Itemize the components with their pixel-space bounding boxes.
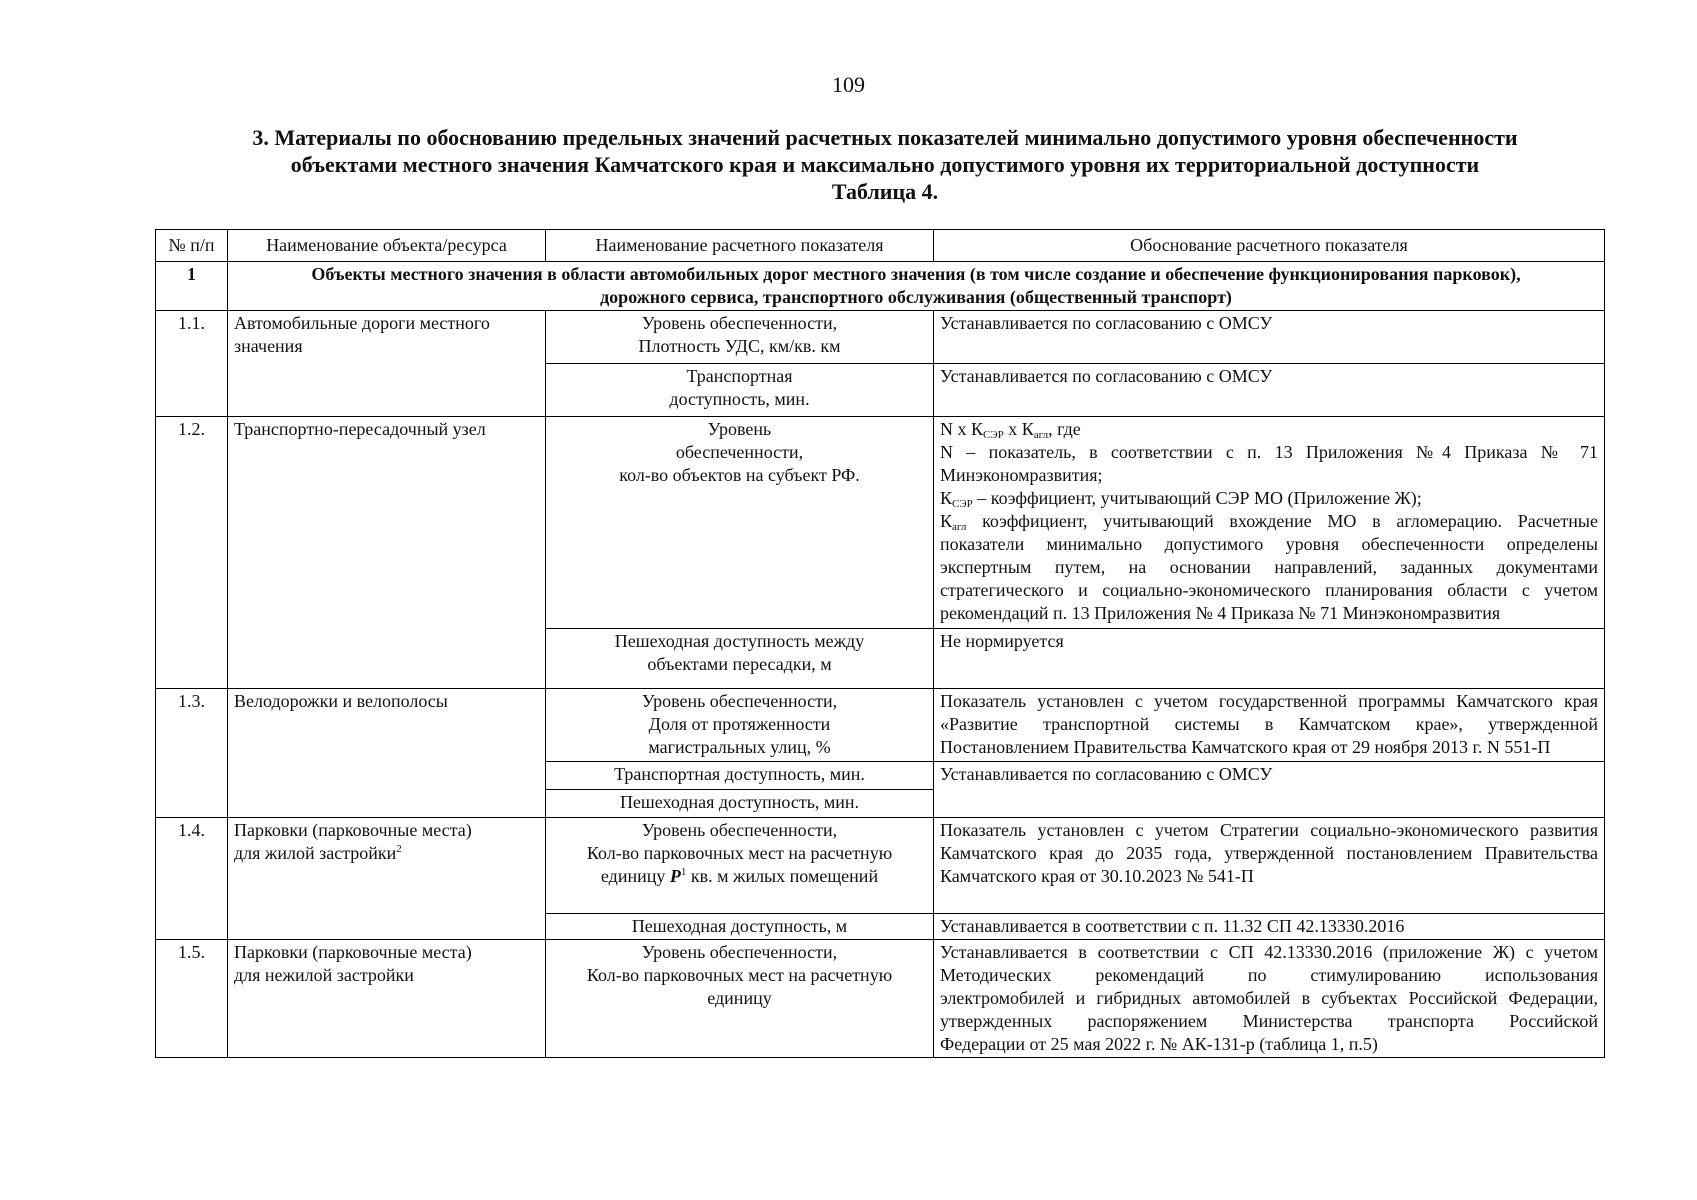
indicators-table [155, 229, 1605, 1058]
heading-line-1: 3. Материалы по обоснованию предельных значений расчетных показателей минимально допустимого уровня обеспеченности [252, 125, 1518, 150]
object-line: Парковки (парковочные места) [234, 820, 472, 840]
row-num: 1.3. [156, 689, 228, 818]
justification-line [940, 487, 1598, 510]
row-num: 1.5. [156, 940, 228, 1058]
justification-line: Методических рекомендаций по стимулированию использования [940, 965, 1598, 985]
k-sub-agl: агл [952, 521, 967, 533]
indicator-line: Уровень обеспеченности, [641, 942, 838, 962]
page-number: 109 [832, 72, 865, 97]
justification-line: Камчатского края от 30.10.2023 № 541-П [940, 866, 1254, 886]
object-cell [228, 940, 546, 1058]
section-title-line-2: дорожного сервиса, транспортного обслуживания (общественный транспорт) [600, 287, 1232, 307]
p-symbol: P [669, 866, 681, 886]
justification-line: Постановлением Правительства Камчатского края от 29 ноября 2013 г. N 551-П [940, 737, 1551, 757]
justification-line: экспертным путем, на основании направлений, заданных документами [940, 557, 1598, 577]
justification-line: Минэкономразвития; [940, 465, 1103, 485]
justification-cell: Не нормируется [934, 629, 1605, 689]
indicator-cell [546, 818, 934, 914]
table-row [156, 818, 1605, 914]
indicator-line: обеспеченности, [675, 442, 804, 462]
heading-line-2: объектами местного значения Камчатского края и максимально допустимого уровня их территориальной доступности [290, 152, 1480, 177]
indicator-cell: Транспортная доступность, мин. [546, 762, 934, 790]
indicator-line: Пешеходная доступность между [614, 631, 865, 651]
justification-line: стратегического и социально-экономического планирования области с учетом [940, 580, 1598, 600]
justification-line: показатели минимально допустимого уровня обеспеченности определены [940, 534, 1598, 554]
object-line: Автомобильные дороги местного [234, 313, 490, 333]
indicator-cell [546, 311, 934, 364]
indicator-cell [546, 417, 934, 629]
k-symbol: К [940, 488, 953, 508]
formula-n: N х К [940, 419, 984, 439]
indicator-line: единицу [707, 988, 772, 1008]
table-row [156, 417, 1605, 629]
indicator-cell [546, 629, 934, 689]
justification-cell: Устанавливается по согласованию с ОМСУ [934, 762, 1605, 818]
table-header-row [156, 230, 1605, 262]
justification-line: утвержденных распоряжением Министерства транспорта Российской [940, 1011, 1598, 1031]
formula-sub-ser: СЭР [983, 429, 1004, 441]
table-row [156, 689, 1605, 762]
section-num: 1 [156, 262, 228, 311]
object-text: для жилой застройки [234, 843, 397, 863]
justification-line: Показатель установлен с учетом Стратегии социально-экономического развития [940, 820, 1598, 840]
object-line: значения [234, 336, 303, 356]
formula-x: х К [1003, 419, 1034, 439]
justification-line [940, 510, 1598, 533]
k-symbol: К [940, 511, 953, 531]
justification-cell: Устанавливается по согласованию с ОМСУ [934, 311, 1605, 364]
object-cell [228, 311, 546, 417]
indicator-cell [546, 364, 934, 417]
indicator-line: доступность, мин. [669, 389, 810, 409]
indicator-line: Транспортная [686, 366, 793, 386]
indicator-line [552, 865, 927, 888]
justification-cell [934, 417, 1605, 629]
indicator-line: Уровень [707, 419, 772, 439]
formula-line [940, 418, 1598, 441]
justification-line: Устанавливается в соответствии с СП 42.13330.2016 (приложение Ж) с учетом [940, 942, 1598, 962]
indicator-line: кол-во объектов на субъект РФ. [619, 465, 860, 485]
indicator-text: единицу [600, 866, 670, 886]
indicator-line: Кол-во парковочных мест на расчетную [586, 843, 893, 863]
object-cell: Транспортно-пересадочный узел [228, 417, 546, 689]
justification-line: электромобилей и гибридных автомобилей в субъектах Российской Федерации, [940, 988, 1598, 1008]
justification-line: рекомендаций п. 13 Приложения № 4 Приказа № 71 Минэкономразвития [940, 603, 1501, 623]
indicator-cell: Пешеходная доступность, мин. [546, 790, 934, 818]
indicator-line: Плотность УДС, км/кв. км [638, 336, 841, 356]
indicator-cell [546, 689, 934, 762]
indicator-cell [546, 940, 934, 1058]
justification-cell [934, 940, 1605, 1058]
k-text: коэффициент, учитывающий вхождение МО в агломерацию. Расчетные [966, 511, 1598, 531]
indicator-line: Уровень обеспеченности, [641, 820, 838, 840]
formula-tail: , где [1048, 419, 1081, 439]
object-cell: Велодорожки и велополосы [228, 689, 546, 818]
table-label: Таблица 4. [831, 179, 939, 204]
indicator-line: Кол-во парковочных мест на расчетную [586, 965, 893, 985]
justification-cell: Устанавливается по согласованию с ОМСУ [934, 364, 1605, 417]
header-num: № п/п [156, 230, 228, 262]
header-justification: Обоснование расчетного показателя [934, 230, 1605, 262]
justification-line: Показатель установлен с учетом государственной программы Камчатского края [940, 691, 1598, 711]
object-line [234, 842, 539, 865]
indicator-line: Уровень обеспеченности, [641, 313, 838, 333]
document-heading [140, 124, 1630, 205]
justification-line: N – показатель, в соответствии с п. 13 Приложения №4 Приказа № 71 [940, 442, 1598, 462]
formula-sub-agl: агл [1033, 429, 1049, 441]
row-num: 1.4. [156, 818, 228, 940]
indicator-line: магистральных улиц, % [648, 737, 831, 757]
indicator-text: кв. м жилых помещений [686, 866, 879, 886]
justification-cell [934, 689, 1605, 762]
justification-cell: Устанавливается в соответствии с п. 11.32 СП 42.13330.2016 [934, 914, 1605, 940]
justification-line: «Развитие транспортной системы в Камчатском крае», утвержденной [940, 714, 1598, 734]
k-text: – коэффициент, учитывающий СЭР МО (Приложение Ж); [972, 488, 1422, 508]
object-line: для нежилой застройки [234, 965, 414, 985]
indicator-line: объектами пересадки, м [647, 654, 832, 674]
p-exponent: 1 [680, 866, 687, 878]
indicator-line: Доля от протяженности [648, 714, 831, 734]
row-num: 1.2. [156, 417, 228, 689]
table-row [156, 940, 1605, 1058]
object-line: Парковки (парковочные места) [234, 942, 472, 962]
footnote-ref: 2 [396, 843, 402, 855]
justification-cell [934, 818, 1605, 914]
justification-line: Федерации от 25 мая 2022 г. № АК-131-р (таблица 1, п.5) [940, 1034, 1378, 1054]
header-object: Наименование объекта/ресурса [228, 230, 546, 262]
object-cell [228, 818, 546, 940]
k-sub-ser: СЭР [952, 498, 973, 510]
table-row [156, 311, 1605, 364]
section-row [156, 262, 1605, 311]
justification-line: Камчатского края до 2035 года, утвержденной постановлением Правительства [940, 843, 1598, 863]
indicator-line: Уровень обеспеченности, [641, 691, 838, 711]
section-title [228, 262, 1605, 311]
indicator-cell: Пешеходная доступность, м [546, 914, 934, 940]
row-num: 1.1. [156, 311, 228, 417]
header-indicator: Наименование расчетного показателя [546, 230, 934, 262]
section-title-line-1: Объекты местного значения в области автомобильных дорог местного значения (в том числе создание и обеспечение функционирования парковок), [311, 264, 1521, 284]
